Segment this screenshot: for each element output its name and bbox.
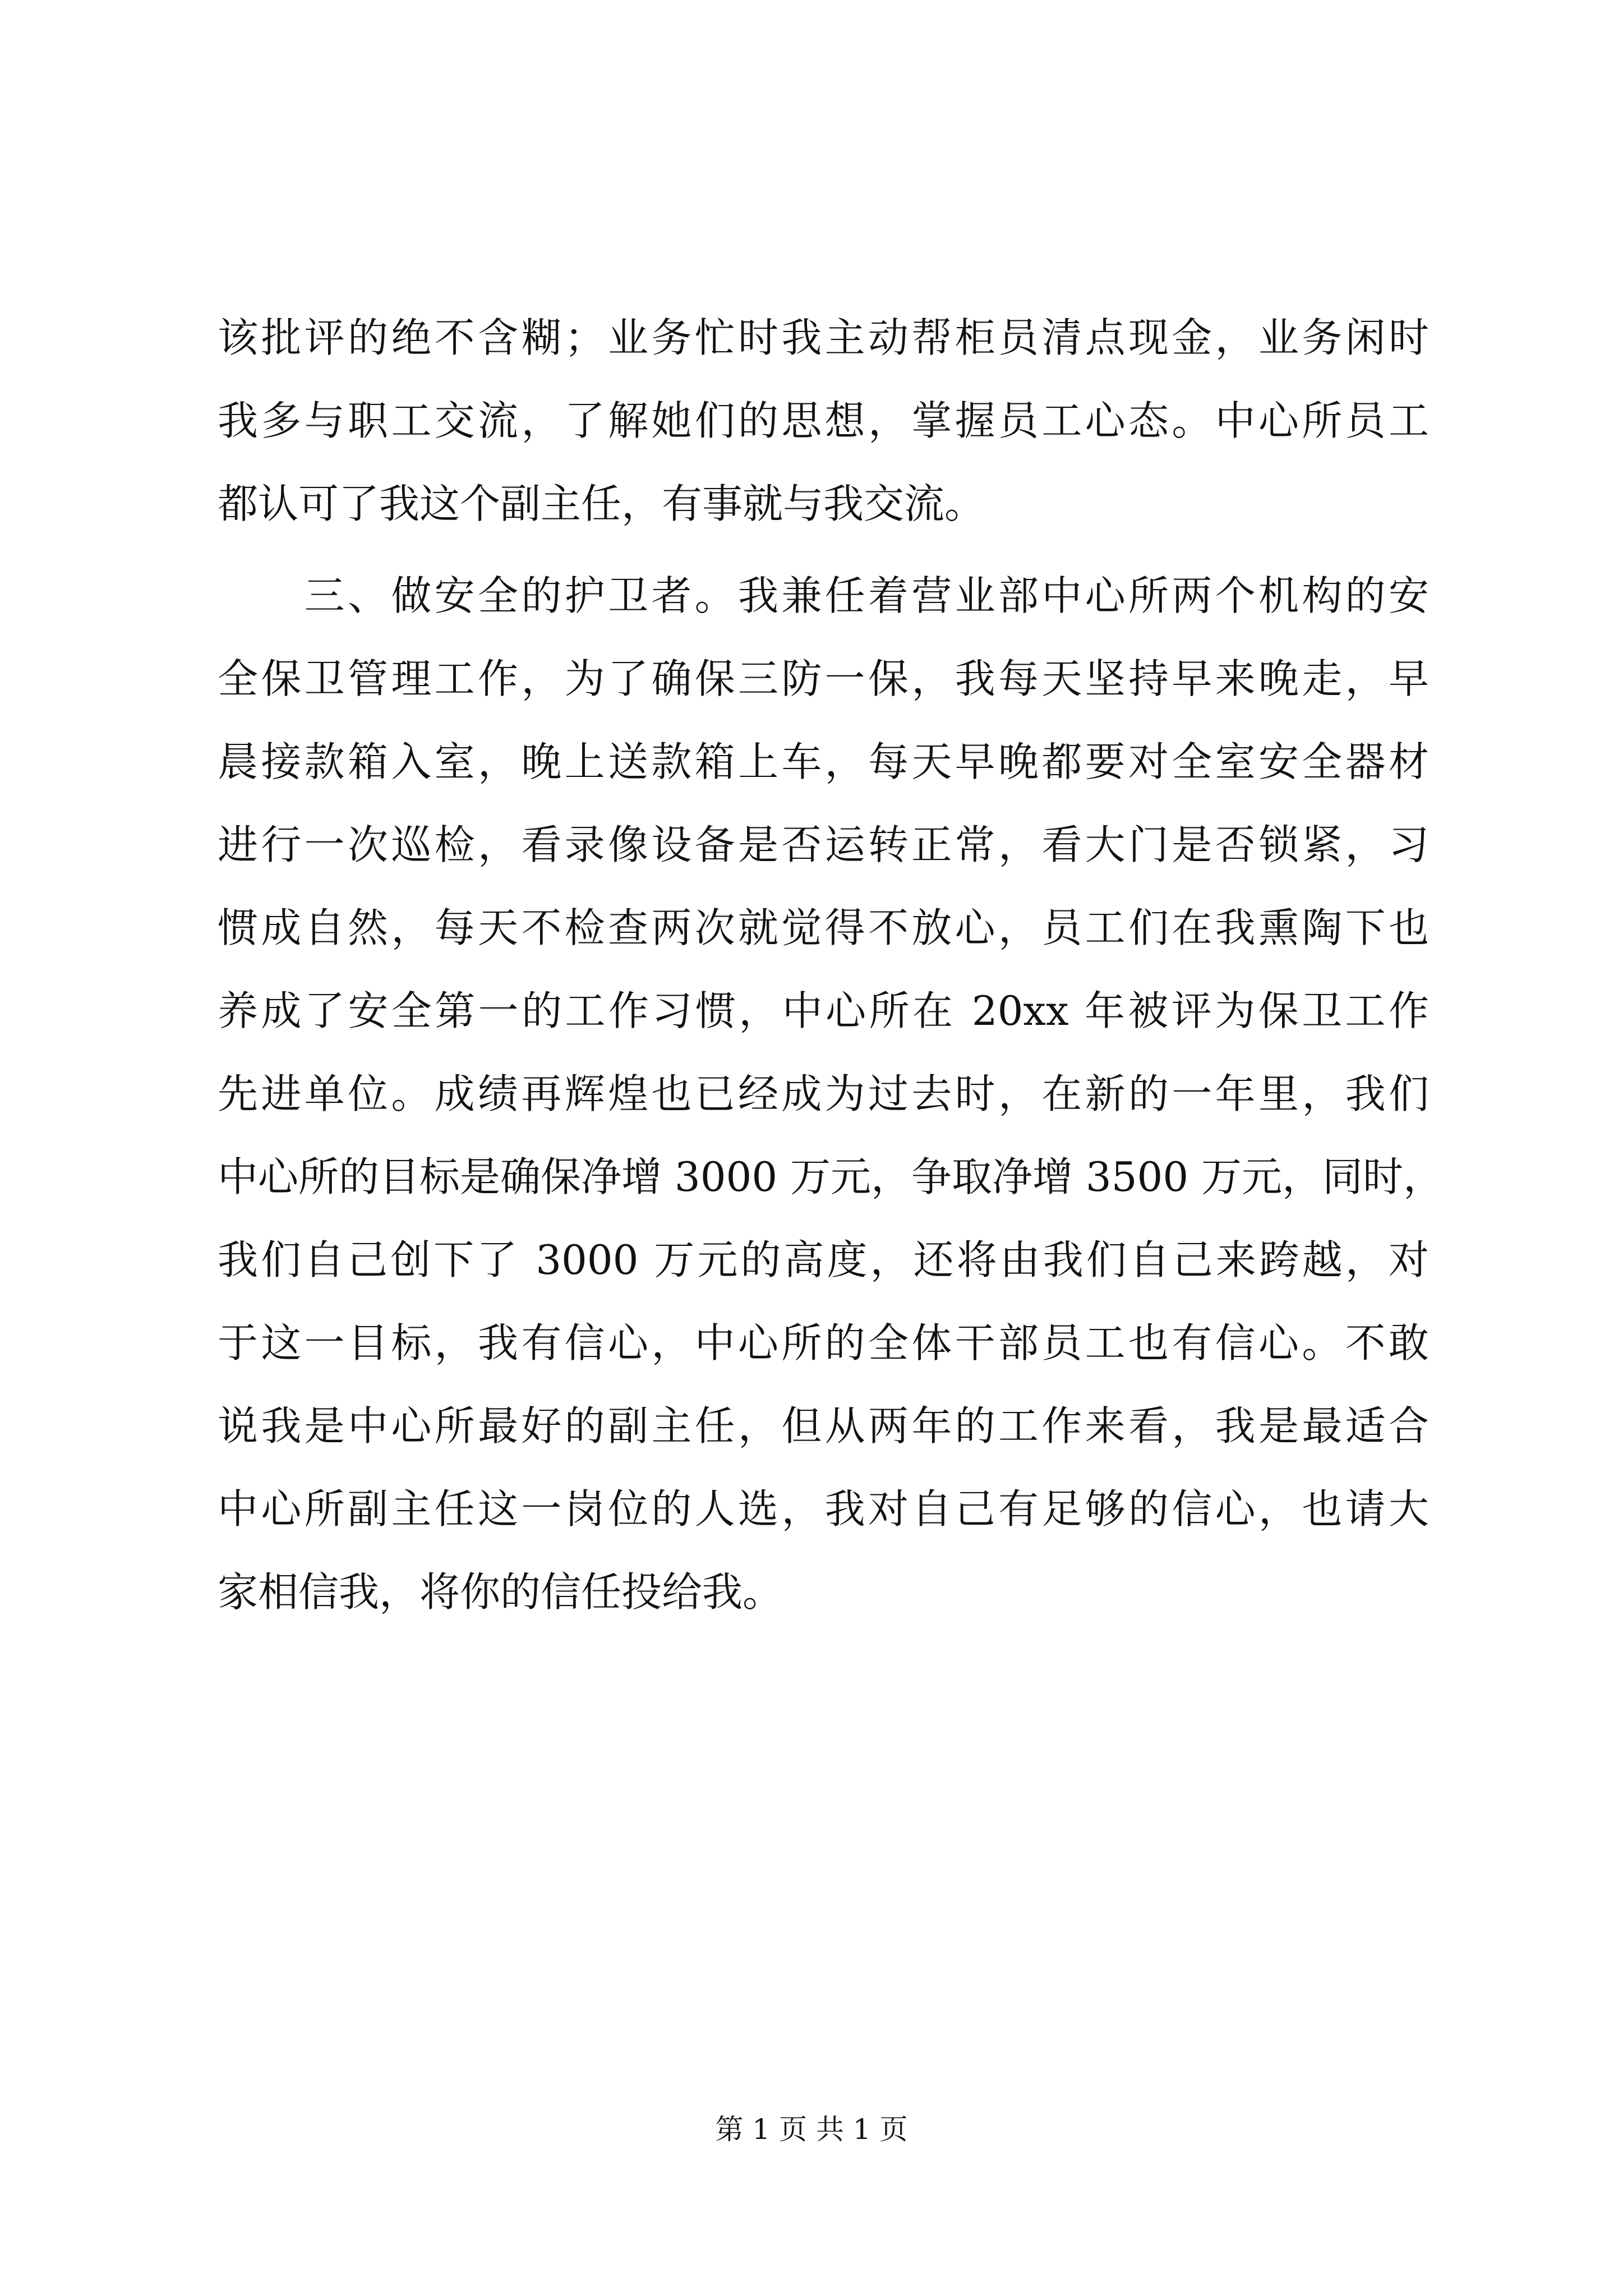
text-line: 说我是中心所最好的副主任，但从两年的工作来看，我是最适合	[218, 1402, 1429, 1450]
text-line: 养成了安全第一的工作习惯，中心所在 20xx 年被评为保卫工作	[218, 987, 1429, 1034]
text-line: 都认可了我这个副主任，有事就与我交流。	[218, 480, 985, 527]
text-line: 晨接款箱入室，晚上送款箱上车，每天早晚都要对全室安全器材	[218, 738, 1429, 785]
text-line: 家相信我，将你的信任投给我。	[218, 1568, 783, 1616]
text-line: 全保卫管理工作，为了确保三防一保，我每天坚持早来晚走，早	[218, 655, 1429, 702]
text-line: 于这一目标，我有信心，中心所的全体干部员工也有信心。不敢	[218, 1319, 1429, 1366]
paragraph-1	[218, 296, 1429, 545]
text-line: 中心所的目标是确保净增 3000 万元，争取净增 3500 万元，同时，	[218, 1153, 1444, 1200]
text-line: 进行一次巡检，看录像设备是否运转正常，看大门是否锁紧，习	[218, 821, 1429, 868]
text-line: 惯成自然，每天不检查两次就觉得不放心，员工们在我熏陶下也	[218, 904, 1429, 951]
text-line: 该批评的绝不含糊；业务忙时我主动帮柜员清点现金，业务闲时	[218, 314, 1429, 361]
text-line: 中心所副主任这一岗位的人选，我对自己有足够的信心，也请大	[218, 1485, 1429, 1533]
text-line: 我多与职工交流，了解她们的思想，掌握员工心态。中心所员工	[218, 397, 1429, 444]
document-body	[218, 296, 1444, 1634]
text-line: 先进单位。成绩再辉煌也已经成为过去时，在新的一年里，我们	[218, 1070, 1429, 1117]
page-footer	[0, 2107, 1623, 2147]
paragraph-2	[218, 554, 1444, 1634]
text-line: 三、做安全的护卫者。我兼任着营业部中心所两个机构的安	[218, 572, 1429, 619]
text-line: 我们自己创下了 3000 万元的高度，还将由我们自己来跨越，对	[218, 1236, 1429, 1283]
page-number-label: 第 1 页 共 1 页	[715, 2113, 908, 2146]
